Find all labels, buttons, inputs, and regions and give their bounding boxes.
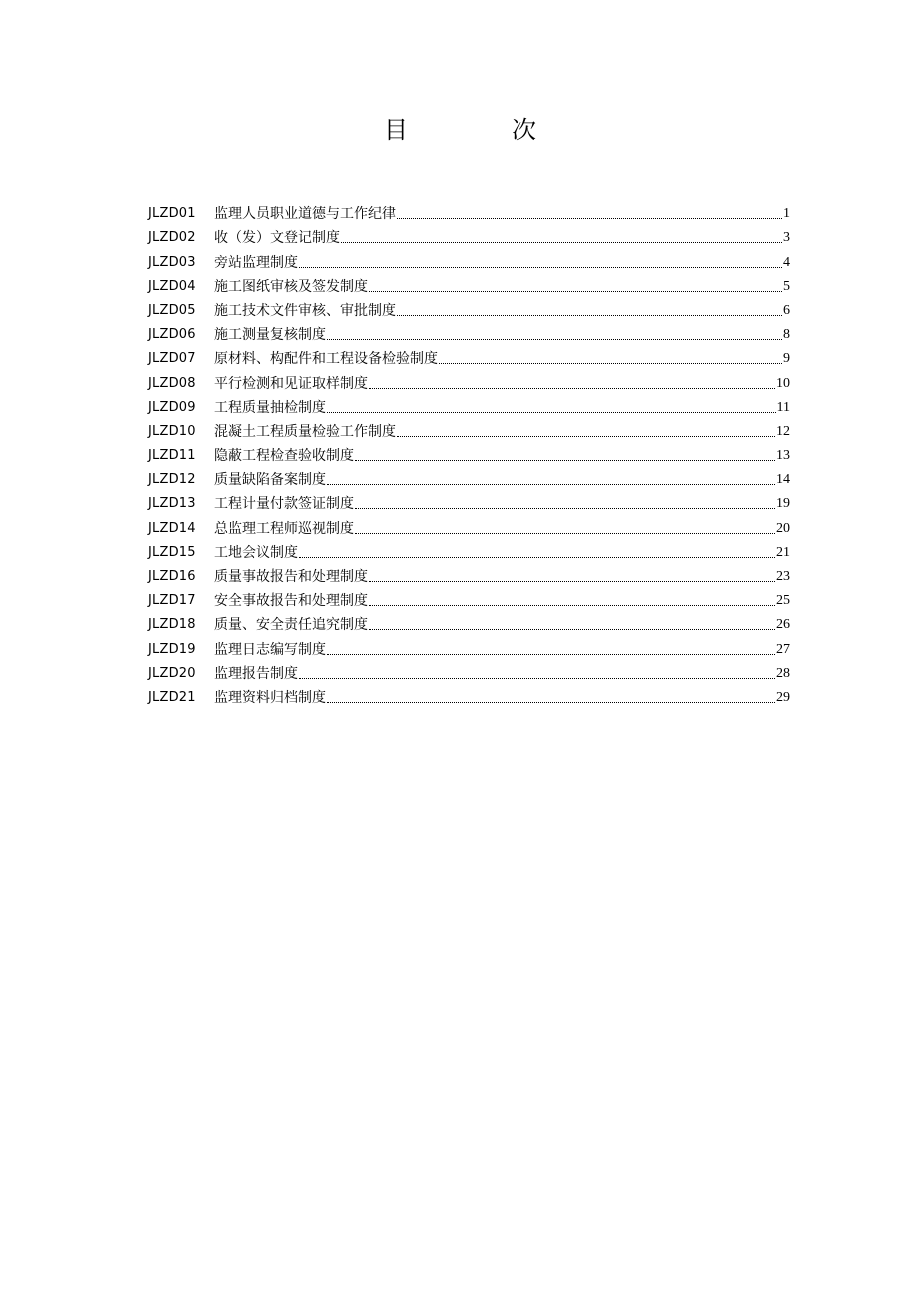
toc-entry-page: 13 [776, 448, 790, 464]
toc-entry-page: 12 [776, 423, 790, 439]
toc-entry-code: JLZD01 [148, 206, 196, 222]
toc-entry-page: 27 [776, 641, 790, 657]
toc-leader-dots [299, 266, 782, 268]
toc-entry-title: 监理报告制度 [214, 665, 298, 682]
toc-leader-dots [327, 338, 782, 340]
toc-entry-code: JLZD11 [148, 448, 196, 464]
toc-entry-title: 总监理工程师巡视制度 [214, 520, 354, 537]
toc-entry-page: 28 [776, 665, 790, 681]
toc-entry-code: JLZD13 [148, 496, 196, 512]
toc-entry-code: JLZD16 [148, 569, 196, 584]
toc-entry[interactable] [148, 513, 790, 537]
toc-entry[interactable] [148, 393, 790, 417]
toc-entry-title: 安全事故报告和处理制度 [214, 593, 368, 610]
toc-entry-code: JLZD19 [148, 641, 196, 657]
toc-entry-page: 10 [776, 375, 790, 391]
toc-leader-dots [299, 677, 775, 679]
toc-leader-dots [369, 604, 775, 606]
toc-entry[interactable] [148, 223, 790, 247]
toc-entry-page: 14 [776, 472, 790, 488]
toc-entry[interactable] [148, 659, 790, 683]
toc-entry-code: JLZD21 [148, 689, 196, 705]
toc-entry-page: 8 [783, 327, 790, 343]
toc-entry-title: 施工技术文件审核、审批制度 [214, 302, 396, 319]
toc-entry-title: 施工测量复核制度 [214, 327, 326, 344]
toc-leader-dots [327, 483, 775, 485]
toc-entry-code: JLZD03 [148, 254, 196, 270]
toc-entry[interactable] [148, 417, 790, 441]
toc-entry-code: JLZD17 [148, 593, 196, 609]
toc-entry-page: 20 [776, 520, 790, 536]
toc-entry[interactable] [148, 296, 790, 320]
toc-entry-title: 收（发）文登记制度 [214, 230, 340, 247]
toc-leader-dots [327, 653, 775, 655]
toc-entry[interactable] [148, 634, 790, 658]
toc-entry-page: 23 [776, 569, 790, 584]
toc-entry-title: 质量、安全责任追究制度 [214, 617, 368, 634]
toc-entry-title: 施工图纸审核及签发制度 [214, 278, 368, 295]
toc-entry-code: JLZD02 [148, 230, 196, 246]
toc-entry-code: JLZD08 [148, 375, 196, 391]
toc-entry-code: JLZD14 [148, 520, 196, 536]
toc-leader-dots [341, 241, 782, 243]
toc-leader-dots [397, 314, 782, 316]
toc-entry-page: 26 [776, 617, 790, 633]
toc-entry-code: JLZD18 [148, 617, 196, 633]
toc-leader-dots [299, 556, 775, 558]
toc-entry-title: 监理资料归档制度 [214, 689, 326, 706]
toc-entry[interactable] [148, 272, 790, 296]
toc-entry-page: 11 [776, 399, 790, 415]
toc-entry[interactable] [148, 247, 790, 271]
toc-entry-code: JLZD05 [148, 302, 196, 318]
toc-entry-title: 工地会议制度 [214, 544, 298, 561]
toc-heading: 目 次 [384, 116, 576, 144]
table-of-contents [148, 199, 790, 707]
toc-entry-code: JLZD06 [148, 327, 196, 343]
toc-entry[interactable] [148, 368, 790, 392]
toc-entry-page: 25 [776, 593, 790, 609]
toc-entry-code: JLZD09 [148, 399, 196, 415]
toc-leader-dots [327, 701, 775, 703]
toc-entry-title: 工程质量抽检制度 [214, 399, 326, 416]
toc-entry-title: 质量缺陷备案制度 [214, 472, 326, 489]
toc-entry-code: JLZD12 [148, 472, 196, 488]
toc-entry-page: 21 [776, 544, 790, 560]
toc-entry-code: JLZD10 [148, 423, 196, 439]
toc-leader-dots [369, 580, 775, 582]
toc-leader-dots [369, 628, 775, 630]
toc-entry-page: 9 [783, 351, 790, 367]
toc-entry[interactable] [148, 320, 790, 344]
toc-entry-page: 4 [783, 254, 790, 270]
toc-leader-dots [369, 387, 775, 389]
toc-leader-dots [355, 459, 775, 461]
toc-entry-code: JLZD15 [148, 544, 196, 560]
toc-entry-title: 监理人员职业道德与工作纪律 [214, 206, 396, 223]
toc-leader-dots [397, 217, 782, 219]
toc-entry[interactable] [148, 683, 790, 707]
toc-entry-code: JLZD04 [148, 278, 196, 294]
toc-entry-title: 原材料、构配件和工程设备检验制度 [214, 351, 438, 368]
toc-entry[interactable] [148, 465, 790, 489]
toc-entry[interactable] [148, 586, 790, 610]
toc-entry-page: 5 [783, 278, 790, 294]
toc-leader-dots [439, 362, 782, 364]
toc-entry-page: 6 [783, 302, 790, 318]
toc-entry-title: 工程计量付款签证制度 [214, 496, 354, 513]
toc-entry-page: 19 [776, 496, 790, 512]
toc-leader-dots [327, 411, 776, 413]
toc-entry-page: 29 [776, 689, 790, 705]
toc-entry-title: 平行检测和见证取样制度 [214, 375, 368, 392]
toc-entry-title: 隐蔽工程检查验收制度 [214, 448, 354, 465]
toc-leader-dots [355, 507, 775, 509]
toc-entry[interactable] [148, 610, 790, 634]
toc-entry-title: 监理日志编写制度 [214, 641, 326, 658]
toc-entry[interactable] [148, 441, 790, 465]
toc-entry-title: 混凝土工程质量检验工作制度 [214, 423, 396, 440]
toc-entry[interactable] [148, 199, 790, 223]
toc-entry-code: JLZD07 [148, 351, 196, 367]
toc-entry-page: 3 [783, 230, 790, 246]
toc-entry[interactable] [148, 344, 790, 368]
toc-entry[interactable] [148, 489, 790, 513]
toc-leader-dots [397, 435, 775, 437]
toc-leader-dots [355, 532, 775, 534]
toc-entry-title: 质量事故报告和处理制度 [214, 569, 368, 585]
toc-entry-page: 1 [783, 206, 790, 222]
toc-entry[interactable] [148, 562, 790, 586]
toc-leader-dots [369, 290, 782, 292]
toc-entry-title: 旁站监理制度 [214, 254, 298, 271]
toc-entry[interactable] [148, 538, 790, 562]
toc-entry-code: JLZD20 [148, 665, 196, 681]
